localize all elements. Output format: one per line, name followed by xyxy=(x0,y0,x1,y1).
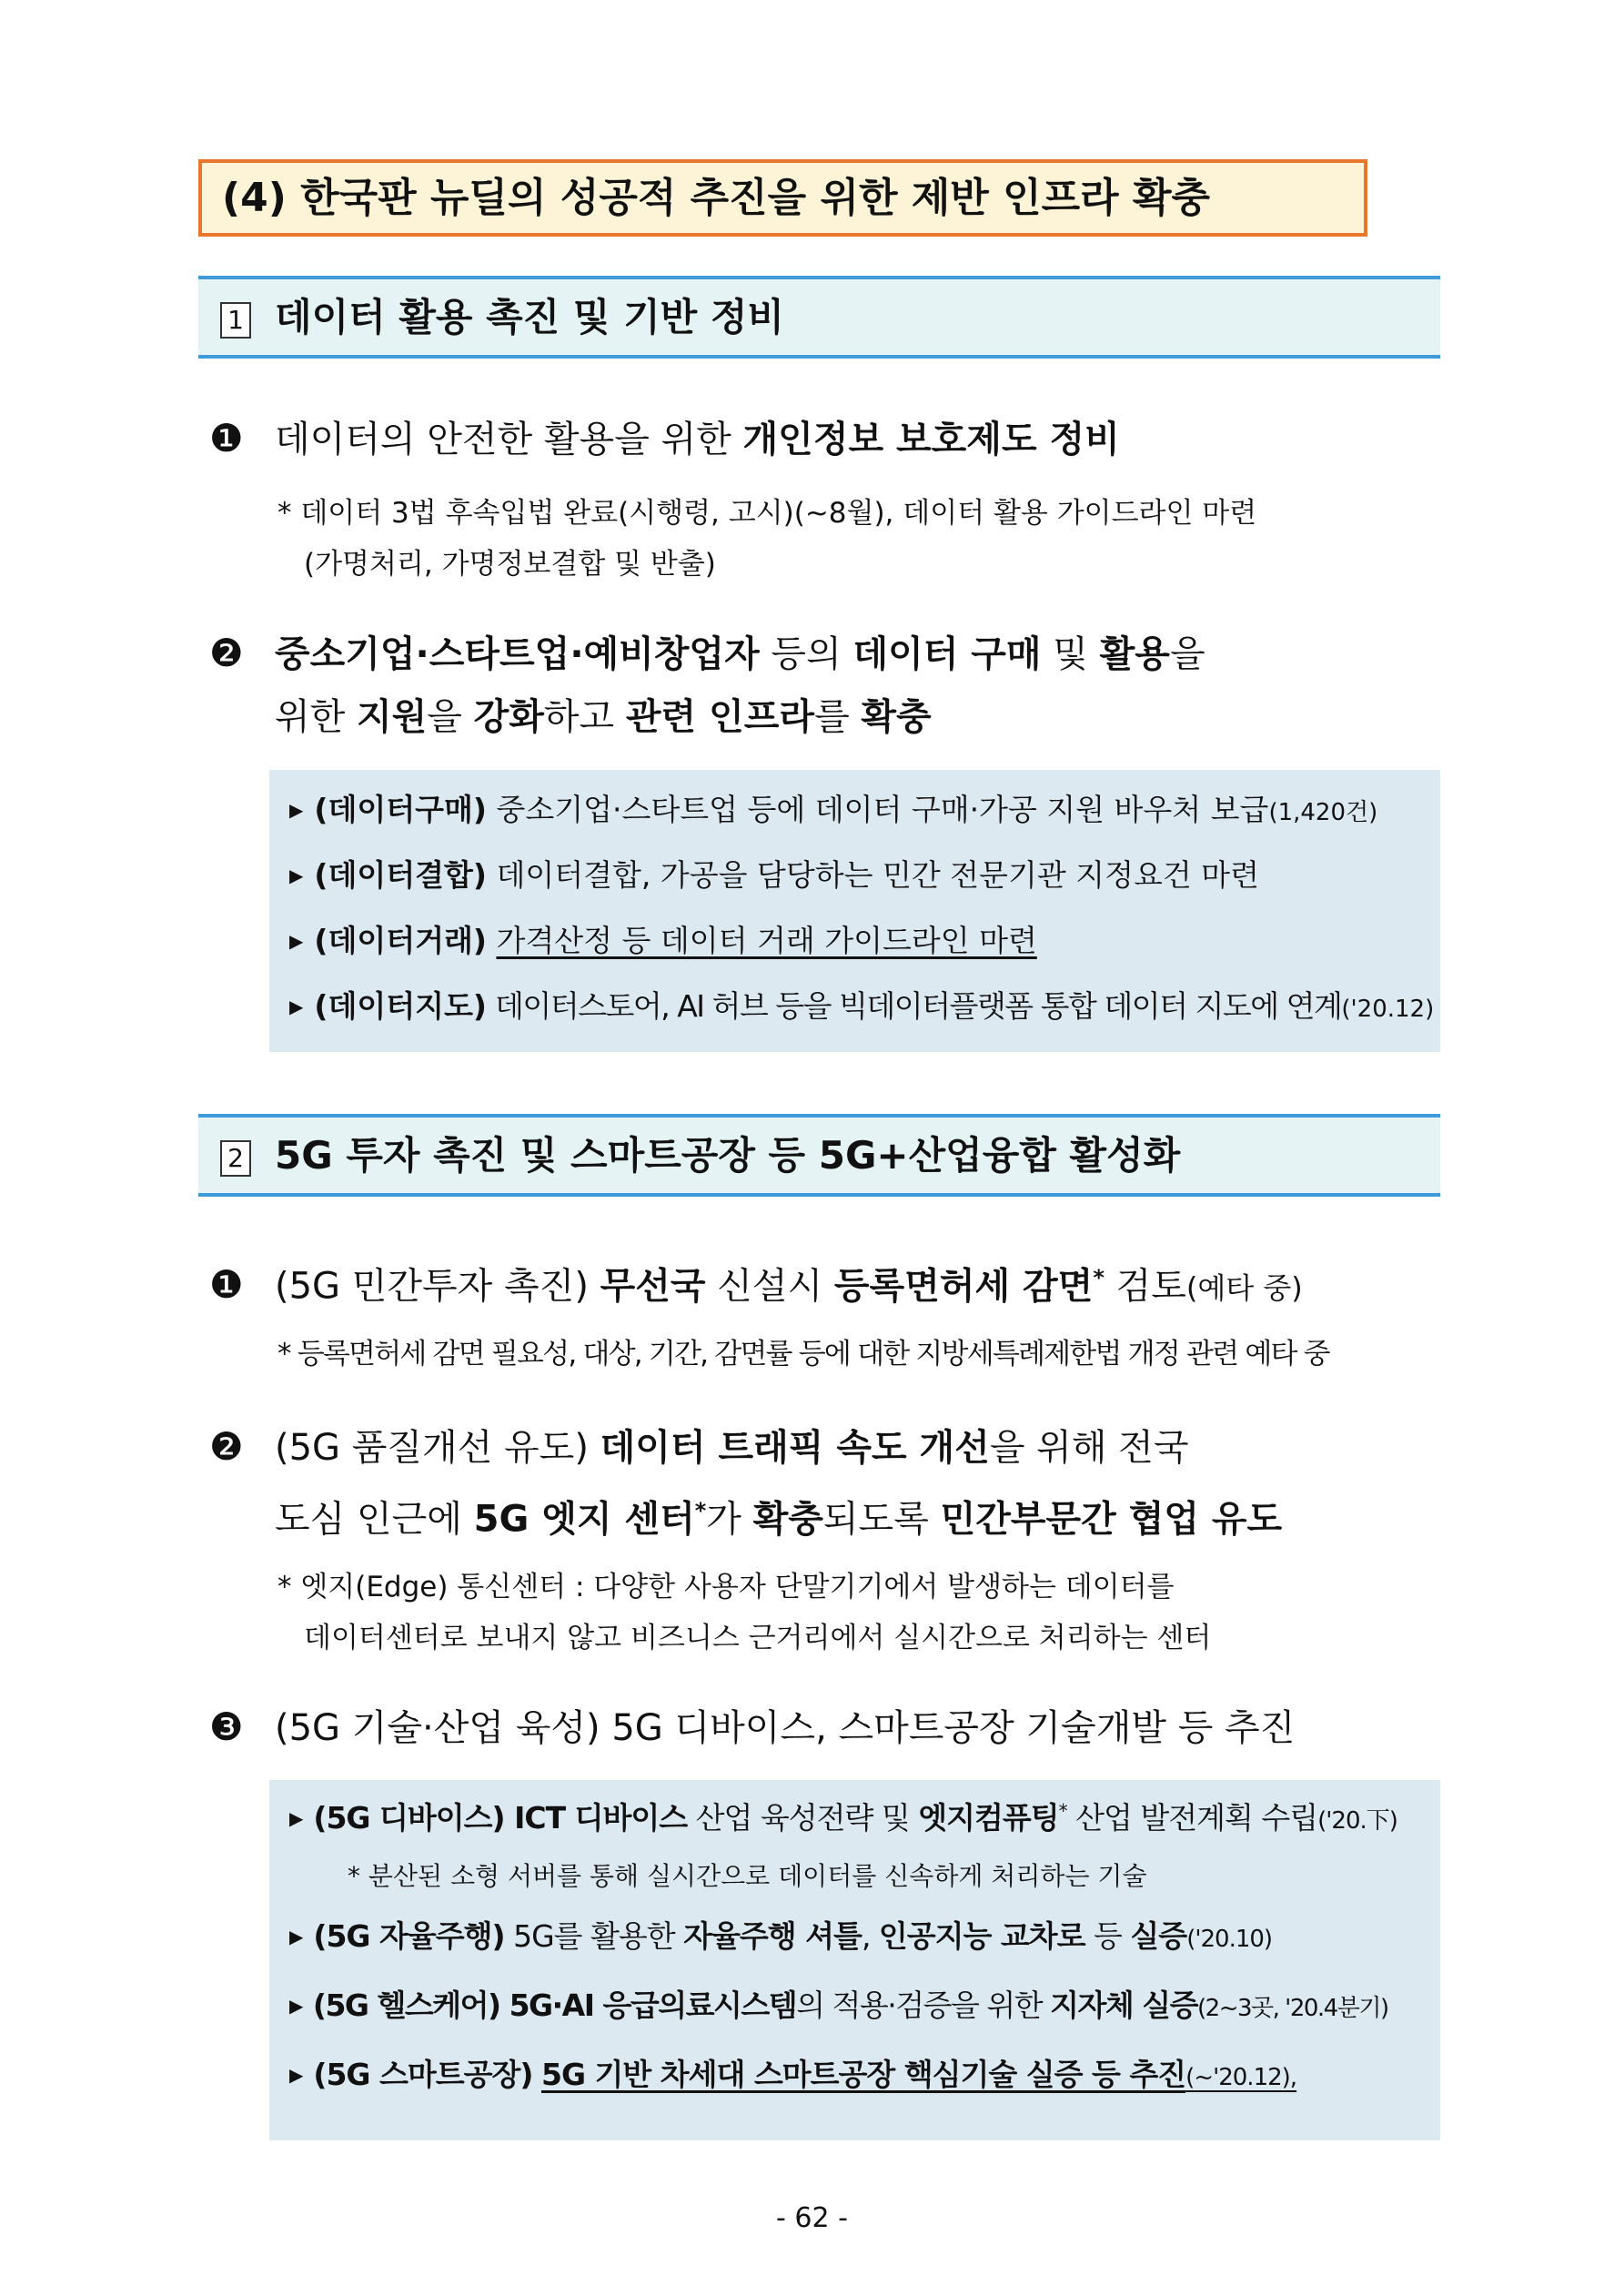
triangle-bullet-icon: ▶ xyxy=(289,2064,303,2086)
s2-detail-box xyxy=(269,1780,1440,2140)
s1-item-2-text-7: 를 xyxy=(814,696,862,738)
s2-item-2-b: 데이터 트래픽 속도 개선 xyxy=(600,1427,990,1469)
s1-item-1-text: 데이터의 안전한 활용을 위한 xyxy=(275,419,743,460)
s1-box-row-4-text: 데이터스토어, AI 허브 등을 빅데이터플랫폼 통합 데이터 지도에 연계 xyxy=(486,988,1342,1024)
s2-box-row-2-b: 자율주행 셔틀 xyxy=(683,1918,862,1954)
section-1-title: 데이터 활용 촉진 및 기반 정비 xyxy=(275,295,784,339)
s2-box-row-4-small: (~'20.12), xyxy=(1185,2064,1297,2091)
s2-box-row-3-c: 지자체 실증 xyxy=(1050,1988,1198,2023)
s2-box-row-3-label: (5G 헬스케어) xyxy=(312,1988,500,2023)
s2-box-row-4-label: (5G 스마트공장) xyxy=(313,2057,533,2092)
s2-box-row-2-label: (5G 자율주행) xyxy=(313,1918,505,1954)
s1-item-1-note-a: * 데이터 3법 후속입법 완료(시행령, 고시)(~8월), 데이터 활용 가이드라인 마련 xyxy=(277,497,1257,530)
s1-box-row-3 xyxy=(289,917,1037,960)
s2-item-1-asterisk: * xyxy=(1093,1265,1105,1290)
s2-box-row-1-note: * 분산된 소형 서버를 통해 실시간으로 데이터를 신속하게 처리하는 기술 xyxy=(348,1861,1147,1891)
s2-item-2-g: 확충 xyxy=(752,1498,823,1541)
s1-box-row-4-small: ('20.12) xyxy=(1341,996,1435,1023)
s1-item-2-marker: ❷ xyxy=(209,631,244,675)
s1-box-row-2-label: (데이터결합) xyxy=(314,857,487,893)
s1-box-row-1-label: (데이터구매) xyxy=(314,792,487,827)
s1-box-row-1-small: (1,420건) xyxy=(1268,799,1378,826)
s2-box-row-2-f: 실증 xyxy=(1130,1918,1187,1954)
s1-item-2-text-5: 을 xyxy=(427,696,474,738)
s1-item-2-text-4: 위한 xyxy=(275,696,357,738)
s2-item-1-g: (예타 중) xyxy=(1185,1270,1303,1306)
s2-box-row-1-small: ('20.下) xyxy=(1317,1807,1397,1835)
s2-item-2-line-1 xyxy=(209,1414,1447,1481)
s2-box-row-2 xyxy=(289,1913,1272,1956)
s2-item-2-f: 가 xyxy=(706,1498,753,1541)
s1-box-row-4 xyxy=(289,983,1434,1026)
page-number: - 62 - xyxy=(776,2202,848,2234)
s2-item-2-note-b: 데이터센터로 보내지 않고 비즈니스 근거리에서 실시간으로 처리하는 센터 xyxy=(304,1622,1212,1654)
s1-item-1-marker: ❶ xyxy=(209,416,244,460)
section-2-header xyxy=(198,1114,1440,1197)
s1-item-2-emph-5: 강화 xyxy=(473,696,544,738)
s1-box-row-2 xyxy=(289,852,1259,895)
s2-item-2-d: 도심 인근에 xyxy=(275,1498,474,1541)
s2-box-row-4 xyxy=(289,2051,1296,2094)
s1-item-2-text-3: 을 xyxy=(1169,633,1205,675)
s2-item-1-note: * 등록면허세 감면 필요성, 대상, 기간, 감면률 등에 대한 지방세특례제한법 개정 관련 예타 중 xyxy=(277,1338,1329,1371)
s2-item-1-a: (5G 민간투자 촉진) xyxy=(275,1265,600,1308)
s2-box-row-2-a: 5G를 활용한 xyxy=(504,1918,684,1954)
s2-box-row-3-b: 의 적용·검증을 위한 xyxy=(796,1988,1051,2023)
s2-box-row-1-asterisk: * xyxy=(1058,1800,1067,1822)
s2-item-2-i: 민간부문간 협업 유도 xyxy=(940,1498,1283,1541)
s2-box-row-2-d: 인공지능 교차로 xyxy=(878,1918,1085,1954)
s2-item-1-f: 검토 xyxy=(1104,1265,1186,1308)
s1-item-2-text-6: 하고 xyxy=(543,696,626,738)
s2-item-2-h: 되도록 xyxy=(822,1498,941,1541)
s2-box-row-3-a: 5G·AI 응급의료시스템 xyxy=(499,1988,797,2023)
s2-item-2-e: 5G 엣지 센터 xyxy=(473,1498,695,1541)
s2-item-3-text: (5G 기술·산업 육성) 5G 디바이스, 스마트공장 기술개발 등 추진 xyxy=(275,1707,1296,1749)
s1-item-2-emph-7: 확충 xyxy=(861,696,932,738)
s2-box-row-2-small: ('20.10) xyxy=(1186,1926,1273,1953)
section-2-number: 2 xyxy=(220,1140,251,1177)
s2-item-1-b: 무선국 xyxy=(600,1265,706,1308)
section-1-header xyxy=(198,276,1440,359)
s2-box-row-1-label: (5G 디바이스) xyxy=(313,1800,505,1836)
s2-box-row-4-a: 5G 기반 차세대 스마트공장 핵심기술 실증 등 추진 xyxy=(540,2057,1186,2092)
s2-item-3 xyxy=(209,1694,1447,1761)
s2-item-1-marker: ❶ xyxy=(209,1262,244,1308)
triangle-bullet-icon: ▶ xyxy=(289,1926,303,1947)
s1-item-2-emph-1: 중소기업·스타트업·예비창업자 xyxy=(275,633,760,675)
s1-item-2-emph-3: 활용 xyxy=(1099,633,1170,675)
s1-item-2-text-2: 및 xyxy=(1041,633,1100,675)
s2-box-row-1-e: 산업 발전계획 수립 xyxy=(1066,1800,1318,1836)
triangle-bullet-icon: ▶ xyxy=(289,1995,302,2017)
s2-item-2-a: (5G 품질개선 유도) xyxy=(275,1427,600,1469)
s2-item-1 xyxy=(209,1245,1447,1320)
s2-box-row-2-e: 등 xyxy=(1084,1918,1131,1954)
s2-box-row-1-c: 엣지컴퓨팅 xyxy=(918,1800,1059,1836)
s2-item-3-marker: ❸ xyxy=(209,1704,244,1749)
s1-box-row-4-label: (데이터지도) xyxy=(314,988,487,1024)
s2-box-row-1 xyxy=(289,1795,1397,1837)
section-2-title: 5G 투자 촉진 및 스마트공장 등 5G+산업융합 활성화 xyxy=(275,1133,1181,1178)
s2-box-row-3-small: (2~3곳, '20.4분기) xyxy=(1197,1995,1388,2022)
s1-box-row-1 xyxy=(289,786,1377,829)
triangle-bullet-icon: ▶ xyxy=(289,1807,303,1829)
triangle-bullet-icon: ▶ xyxy=(289,799,304,821)
s1-box-row-2-text: 데이터결합, 가공을 담당하는 민간 전문기관 지정요건 마련 xyxy=(486,857,1259,893)
s1-item-1-emph: 개인정보 보호제도 정비 xyxy=(742,419,1120,460)
s1-item-2-text-1: 등의 xyxy=(759,633,853,675)
s2-item-2-note-a: * 엣지(Edge) 통신센터 : 다양한 사용자 단말기기에서 발생하는 데이터를 xyxy=(277,1571,1175,1603)
s2-box-row-2-c: , xyxy=(861,1918,879,1954)
s2-box-row-1-a: ICT 디바이스 xyxy=(504,1800,688,1836)
s2-item-2-line-2 xyxy=(275,1478,1512,1552)
s1-item-2-emph-4: 지원 xyxy=(357,696,428,738)
s1-item-1 xyxy=(209,406,1447,472)
triangle-bullet-icon: ▶ xyxy=(289,996,304,1017)
s1-item-1-note-b: (가명처리, 가명정보결합 및 반출) xyxy=(304,548,716,581)
section-1-number: 1 xyxy=(220,302,251,339)
s1-item-2-emph-6: 관련 인프라 xyxy=(625,696,815,738)
s1-detail-box xyxy=(269,770,1440,1052)
triangle-bullet-icon: ▶ xyxy=(289,865,304,886)
s1-box-row-1-text: 중소기업·스타트업 등에 데이터 구매·가공 지원 바우처 보급 xyxy=(486,792,1269,827)
s2-item-1-c: 신설시 xyxy=(705,1265,834,1308)
s2-item-2-c: 을 위해 전국 xyxy=(989,1427,1189,1469)
s1-item-2-line-1 xyxy=(209,621,1447,687)
s1-item-2-emph-2: 데이터 구매 xyxy=(852,633,1042,675)
s2-item-2-marker: ❷ xyxy=(209,1424,244,1469)
s1-item-2-line-2 xyxy=(275,684,1512,750)
s1-box-row-3-label: (데이터거래) xyxy=(314,923,487,958)
s1-box-row-3-text: 가격산정 등 데이터 거래 가이드라인 마련 xyxy=(496,923,1037,958)
s2-box-row-1-b: 산업 육성전략 및 xyxy=(687,1800,919,1836)
s2-item-2-asterisk: * xyxy=(694,1498,707,1523)
triangle-bullet-icon: ▶ xyxy=(289,930,304,952)
s2-box-row-3 xyxy=(289,1982,1388,2025)
page-title: (4) 한국판 뉴딜의 성공적 추진을 위한 제반 인프라 확충 xyxy=(198,159,1367,237)
s2-item-1-d: 등록면허세 감면 xyxy=(833,1265,1094,1308)
